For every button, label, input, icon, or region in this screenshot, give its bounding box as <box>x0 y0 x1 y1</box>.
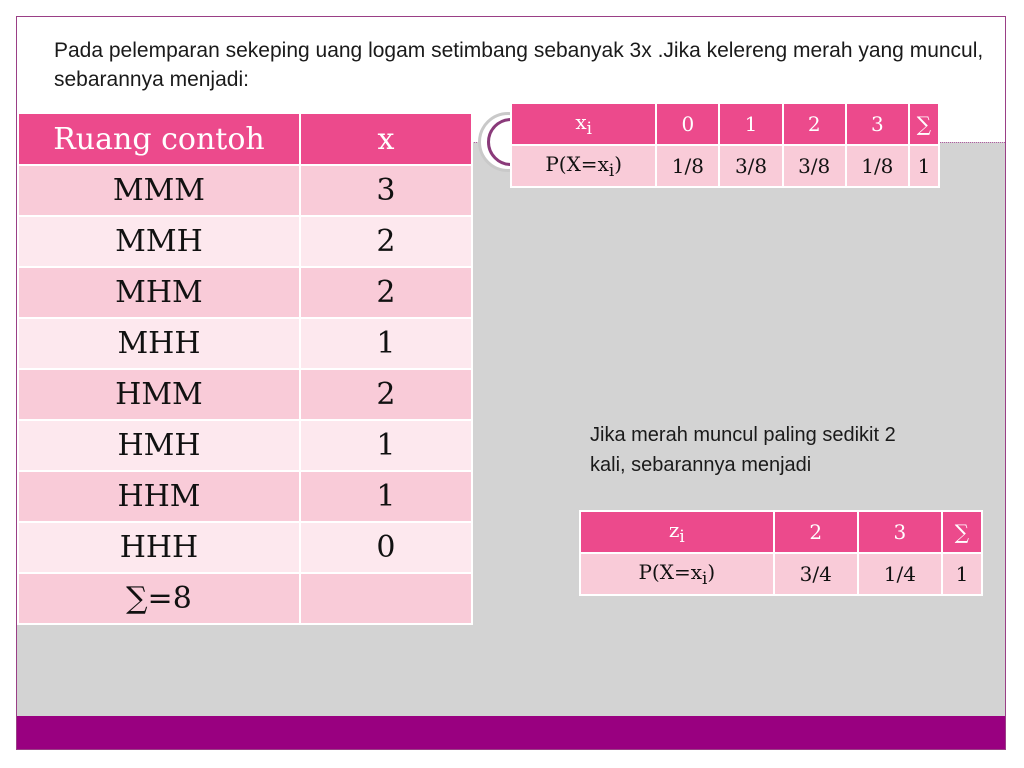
sample-cell: MHM <box>18 267 300 318</box>
probability-cell: 3/4 <box>774 553 858 595</box>
header-value: 2 <box>783 103 846 145</box>
bottom-bar <box>17 716 1005 749</box>
table-row <box>18 165 472 216</box>
distribution-table-z <box>579 510 983 596</box>
x-cell: 0 <box>300 522 472 573</box>
table-header-row <box>580 511 982 553</box>
x-cell: 1 <box>300 471 472 522</box>
table-row <box>511 145 939 187</box>
x-cell: 1 <box>300 318 472 369</box>
header-variable-z: $z_i$ <box>580 511 774 553</box>
header-value: 1 <box>719 103 782 145</box>
table-row <box>18 369 472 420</box>
table-row <box>18 267 472 318</box>
table-row-total <box>18 573 472 624</box>
probability-cell: 3/8 <box>783 145 846 187</box>
sample-cell: MHH <box>18 318 300 369</box>
probability-cell: 1/8 <box>656 145 719 187</box>
sample-cell: HMH <box>18 420 300 471</box>
slide-title: Pada pelemparan sekeping uang logam setimbang sebanyak 3x .Jika kelereng merah yang muncul, sebarannya menjadi: <box>54 39 984 91</box>
sample-space-table <box>17 112 473 625</box>
header-value: 3 <box>858 511 942 553</box>
probability-sum: 1 <box>909 145 939 187</box>
sample-cell: MMH <box>18 216 300 267</box>
sample-cell: HHH <box>18 522 300 573</box>
table-row <box>18 318 472 369</box>
x-cell: 2 <box>300 369 472 420</box>
table-row <box>580 553 982 595</box>
empty-cell <box>300 573 472 624</box>
header-sum: ∑ <box>942 511 982 553</box>
sample-cell: MMM <box>18 165 300 216</box>
probability-cell: 1/8 <box>846 145 909 187</box>
header-sample-space: Ruang contoh <box>18 113 300 165</box>
table-row <box>18 471 472 522</box>
probability-sum: 1 <box>942 553 982 595</box>
header-value: 0 <box>656 103 719 145</box>
header-variable-x: $x_i$ <box>511 103 656 145</box>
sum-cell: ∑=8 <box>18 573 300 624</box>
sample-cell: HHM <box>18 471 300 522</box>
table-header-row <box>18 113 472 165</box>
header-x: x <box>300 113 472 165</box>
header-value: 3 <box>846 103 909 145</box>
probability-label: $P(X=x_i)$ <box>580 553 774 595</box>
probability-cell: 3/8 <box>719 145 782 187</box>
header-value: 2 <box>774 511 858 553</box>
table-row <box>18 216 472 267</box>
x-cell: 2 <box>300 267 472 318</box>
probability-cell: 1/4 <box>858 553 942 595</box>
table-row <box>18 420 472 471</box>
distribution-table-x <box>510 102 940 188</box>
table-header-row <box>511 103 939 145</box>
table-row <box>18 522 472 573</box>
sample-cell: HMM <box>18 369 300 420</box>
x-cell: 3 <box>300 165 472 216</box>
probability-label: $P(X=x_i)$ <box>511 145 656 187</box>
x-cell: 2 <box>300 216 472 267</box>
x-cell: 1 <box>300 420 472 471</box>
header-sum: ∑ <box>909 103 939 145</box>
condition-note: Jika merah muncul paling sedikit 2 kali, sebarannya menjadi <box>590 424 896 476</box>
